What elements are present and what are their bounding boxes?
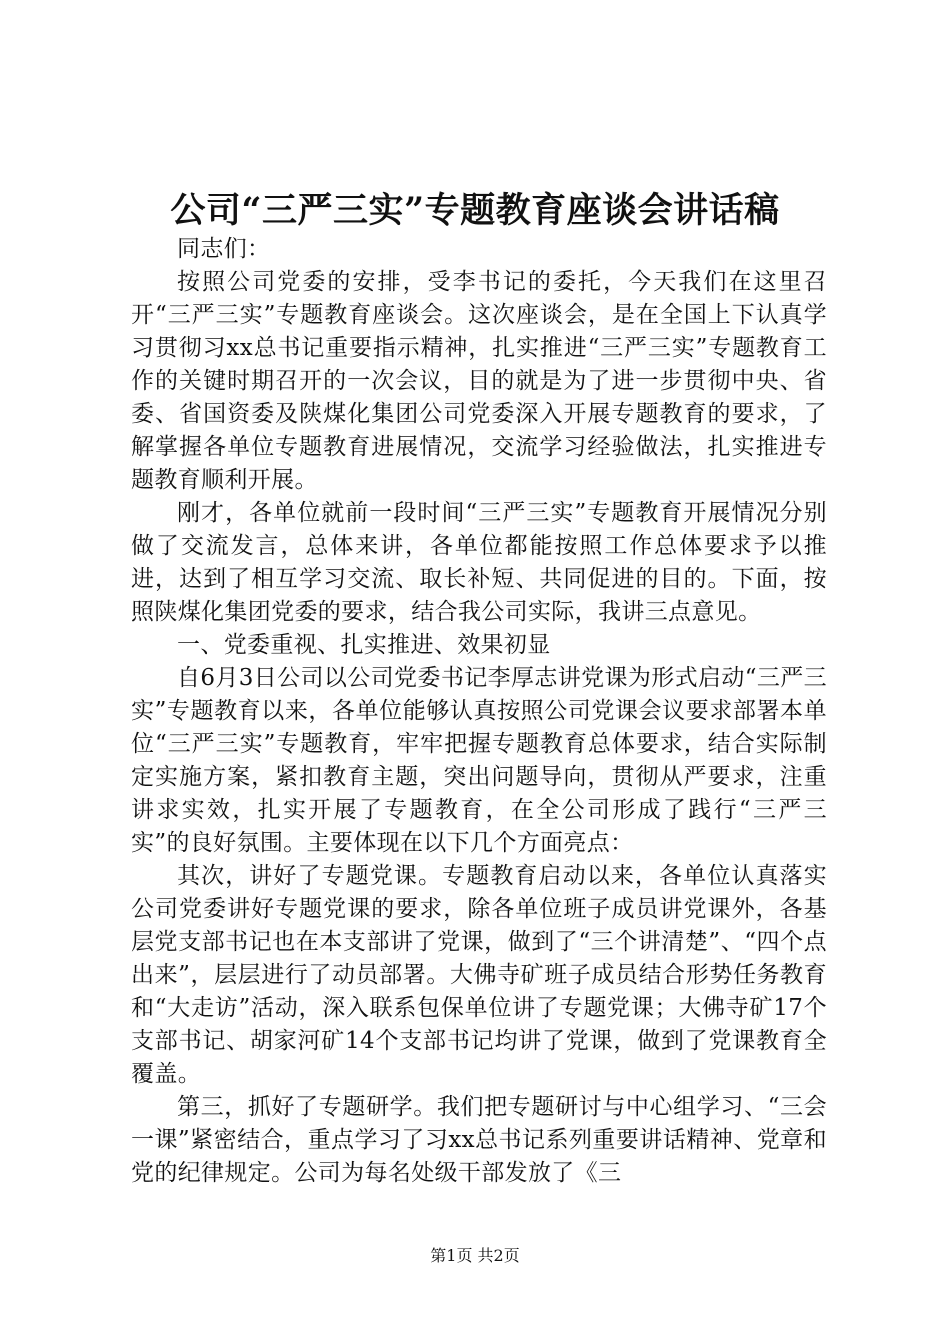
body-paragraph: 自6月3日公司以公司党委书记李厚志讲党课为形式启动“三严三实”专题教育以来，各单位能够认真按照公司党课会议要求部署本单位“三严三实”专题教育，牢牢把握专题教育总体要求，结合实际制定实施方案，紧扣教育主题，突出问题导向，贯彻从严要求，注重讲求实效，扎实开展了专题教育，在全公司形成了践行“三严三实”的良好氛围。主要体现在以下几个方面亮点： bbox=[131, 665, 827, 856]
body-paragraph: 按照公司党委的安排，受李书记的委托，今天我们在这里召开“三严三实”专题教育座谈会。这次座谈会，是在全国上下认真学习贯彻习xx总书记重要指示精神，扎实推进“三严三实”专题教育工作的关键时期召开的一次会议，目的就是为了进一步贯彻中央、省委、省国资委及陕煤化集团公司党委深入开展专题教育的要求，了解掌握各单位专题教育进展情况，交流学习经验做法，扎实推进专题教育顺利开展。 bbox=[131, 269, 827, 493]
greeting-paragraph: 同志们： bbox=[177, 236, 271, 262]
section-heading: 一、党委重视、扎实推进、效果初显 bbox=[177, 632, 551, 658]
document-title: 公司“三严三实”专题教育座谈会讲话稿 bbox=[170, 190, 780, 231]
page-number-footer: 第1页 共2页 bbox=[430, 1246, 520, 1265]
document-body bbox=[131, 233, 827, 1190]
body-paragraph: 其次，讲好了专题党课。专题教育启动以来，各单位认真落实公司党委讲好专题党课的要求，除各单位班子成员讲党课外，各基层党支部书记也在本支部讲了党课，做到了“三个讲清楚”、“四个点出来”，层层进行了动员部署。大佛寺矿班子成员结合形势任务教育和“大走访”活动，深入联系包保单位讲了专题党课；大佛寺矿17个支部书记、胡家河矿14个支部书记均讲了党课，做到了党课教育全覆盖。 bbox=[131, 863, 827, 1087]
body-paragraph: 第三，抓好了专题研学。我们把专题研讨与中心组学习、“三会一课”紧密结合，重点学习了习xx总书记系列重要讲话精神、党章和党的纪律规定。公司为每名处级干部发放了《三 bbox=[131, 1094, 827, 1186]
body-paragraph: 刚才，各单位就前一段时间“三严三实”专题教育开展情况分别做了交流发言，总体来讲，各单位都能按照工作总体要求予以推进，达到了相互学习交流、取长补短、共同促进的目的。下面，按照陕煤化集团党委的要求，结合我公司实际，我讲三点意见。 bbox=[131, 500, 827, 625]
